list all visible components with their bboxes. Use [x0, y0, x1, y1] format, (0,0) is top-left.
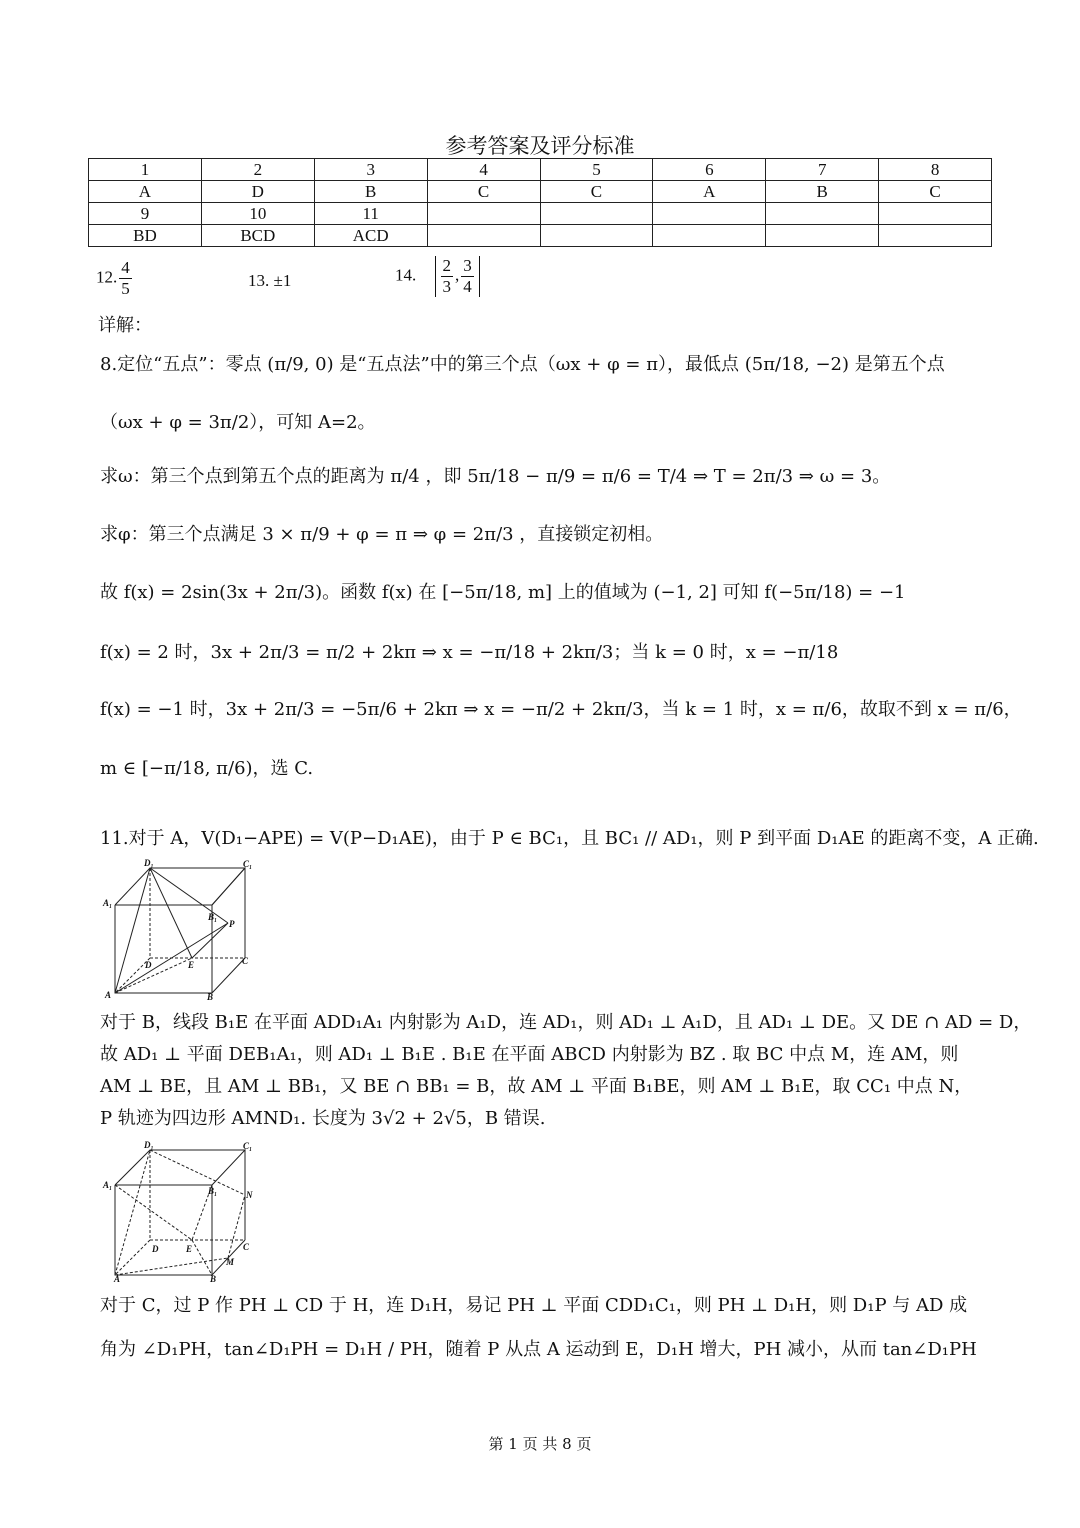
solution-line: AM ⊥ BE，且 AM ⊥ BB₁，又 BE ∩ BB₁ = B，故 AM ⊥ 平面 B₁BE，则 AM ⊥ B₁E，取 CC₁ 中点 N， — [100, 1076, 973, 1097]
table-cell: 11 — [314, 203, 427, 225]
svg-text:C₁: C₁ — [243, 1141, 253, 1151]
table-cell: 9 — [89, 203, 202, 225]
solution-line: 对于 C，过 P 作 PH ⊥ CD 于 H，连 D₁H，易记 PH ⊥ 平面 CDD₁C₁，则 PH ⊥ D₁H，则 D₁P 与 AD 成 — [100, 1295, 968, 1316]
table-cell: BCD — [201, 225, 314, 247]
table-cell — [427, 225, 540, 247]
solution-line: P 轨迹为四边形 AMND₁. 长度为 3√2 + 2√5，B 错误. — [100, 1108, 546, 1129]
solution-line: 求φ：第三个点满足 3 × π/9 + φ = π ⇒ φ = 2π/3 ，直接锁定初相。 — [100, 524, 664, 545]
table-cell: B — [314, 181, 427, 203]
explain-heading: 详解： — [98, 315, 152, 336]
table-row — [89, 203, 992, 225]
table-cell: 3 — [314, 159, 427, 181]
table-cell — [766, 225, 879, 247]
table-row — [89, 159, 992, 181]
table-cell: 7 — [766, 159, 879, 181]
table-cell: BD — [89, 225, 202, 247]
solution-line: 故 AD₁ ⊥ 平面 DEB₁A₁，则 AD₁ ⊥ B₁E . B₁E 在平面 ABCD 内射影为 BZ . 取 BC 中点 M，连 AM，则 — [100, 1044, 959, 1065]
cube-figure-1 — [100, 858, 260, 1003]
page-footer: 第 1 页 共 8 页 — [488, 1435, 592, 1453]
solution-line: 8.定位“五点”：零点 (π/9, 0) 是“五点法”中的第三个点（ωx + φ = π），最低点 (5π/18, −2) 是第五个点 — [100, 354, 945, 375]
svg-text:B: B — [210, 1274, 217, 1284]
table-cell — [766, 203, 879, 225]
answer-table — [88, 158, 992, 247]
table-cell: C — [427, 181, 540, 203]
table-row — [89, 181, 992, 203]
svg-text:D₁: D₁ — [144, 1140, 154, 1150]
svg-text:B: B — [207, 992, 214, 1002]
interval-bracket: $\frac{2}{3}$ , $\frac{3}{4}$ — [435, 256, 480, 297]
table-cell: 5 — [540, 159, 653, 181]
fraction: $\frac{4}{5}$ — [121, 258, 130, 298]
cube-figure-2 — [100, 1140, 260, 1285]
solution-line: 故 f(x) = 2sin(3x + 2π/3)。函数 f(x) 在 [−5π/18, m] 上的值域为 (−1, 2] 可知 f(−5π/18) = −1 — [100, 582, 906, 603]
table-cell — [653, 203, 766, 225]
table-cell — [879, 203, 992, 225]
table-cell: C — [879, 181, 992, 203]
table-cell: 4 — [427, 159, 540, 181]
solution-line: f(x) = 2 时，3x + 2π/3 = π/2 + 2kπ ⇒ x = −π/18 + 2kπ/3；当 k = 0 时，x = −π/18 — [100, 642, 839, 663]
svg-text:E: E — [186, 1244, 193, 1254]
table-cell — [427, 203, 540, 225]
svg-text:A₁: A₁ — [103, 898, 113, 908]
table-cell: 6 — [653, 159, 766, 181]
solution-line: 对于 B，线段 B₁E 在平面 ADD₁A₁ 内射影为 A₁D，连 AD₁，则 AD₁ ⊥ A₁D，且 AD₁ ⊥ DE。又 DE ∩ AD = D， — [100, 1012, 1032, 1033]
svg-text:A: A — [105, 990, 112, 1000]
solution-line: m ∈ [−π/18, π/6)，选 C. — [100, 758, 314, 779]
svg-text:A₁: A₁ — [103, 1180, 113, 1190]
table-cell — [540, 203, 653, 225]
table-row — [89, 225, 992, 247]
table-cell: 2 — [201, 159, 314, 181]
table-cell: B — [766, 181, 879, 203]
svg-text:M: M — [226, 1257, 235, 1267]
table-cell: C — [540, 181, 653, 203]
svg-text:C: C — [242, 956, 249, 966]
svg-text:P: P — [229, 919, 235, 929]
table-cell: 1 — [89, 159, 202, 181]
svg-text:C: C — [243, 1242, 250, 1252]
svg-text:B₁: B₁ — [208, 1186, 218, 1196]
svg-text:E: E — [188, 960, 195, 970]
table-cell: 8 — [879, 159, 992, 181]
table-cell — [653, 225, 766, 247]
svg-text:N: N — [246, 1190, 253, 1200]
svg-text:D: D — [152, 1244, 159, 1254]
svg-text:B₁: B₁ — [208, 912, 218, 922]
table-cell: A — [89, 181, 202, 203]
table-cell: D — [201, 181, 314, 203]
answer-13: 13. ±1 — [248, 271, 292, 290]
solution-line: 11.对于 A，V(D₁−APE) = V(P−D₁AE)，由于 P ∈ BC₁，且 BC₁ // AD₁，则 P 到平面 D₁AE 的距离不变，A 正确. — [100, 828, 1039, 849]
svg-text:D₁: D₁ — [144, 858, 154, 868]
answer-14: 14. $\frac{2}{3}$ , $\frac{3}{4}$ — [395, 256, 480, 297]
solution-line: 求ω：第三个点到第五个点的距离为 π/4 ，即 5π/18 − π/9 = π/6 = T/4 ⇒ T = 2π/3 ⇒ ω = 3。 — [100, 466, 891, 487]
page-title: 参考答案及评分标准 — [445, 134, 635, 158]
svg-text:A: A — [114, 1274, 121, 1284]
solution-line: f(x) = −1 时，3x + 2π/3 = −5π/6 + 2kπ ⇒ x = −π/2 + 2kπ/3，当 k = 1 时，x = π/6，故取不到 x = π/6， — [100, 699, 1022, 720]
svg-text:C₁: C₁ — [243, 859, 253, 869]
svg-text:D: D — [145, 960, 152, 970]
table-cell — [879, 225, 992, 247]
table-cell — [540, 225, 653, 247]
answer-12: 12. $\frac{4}{5}$ — [96, 258, 130, 298]
table-cell: 10 — [201, 203, 314, 225]
solution-line: 角为 ∠D₁PH，tan∠D₁PH = D₁H / PH，随着 P 从点 A 运动到 E，D₁H 增大，PH 减小，从而 tan∠D₁PH — [100, 1339, 977, 1360]
solution-line: （ωx + φ = 3π/2），可知 A=2。 — [100, 412, 376, 433]
table-cell: ACD — [314, 225, 427, 247]
table-cell: A — [653, 181, 766, 203]
